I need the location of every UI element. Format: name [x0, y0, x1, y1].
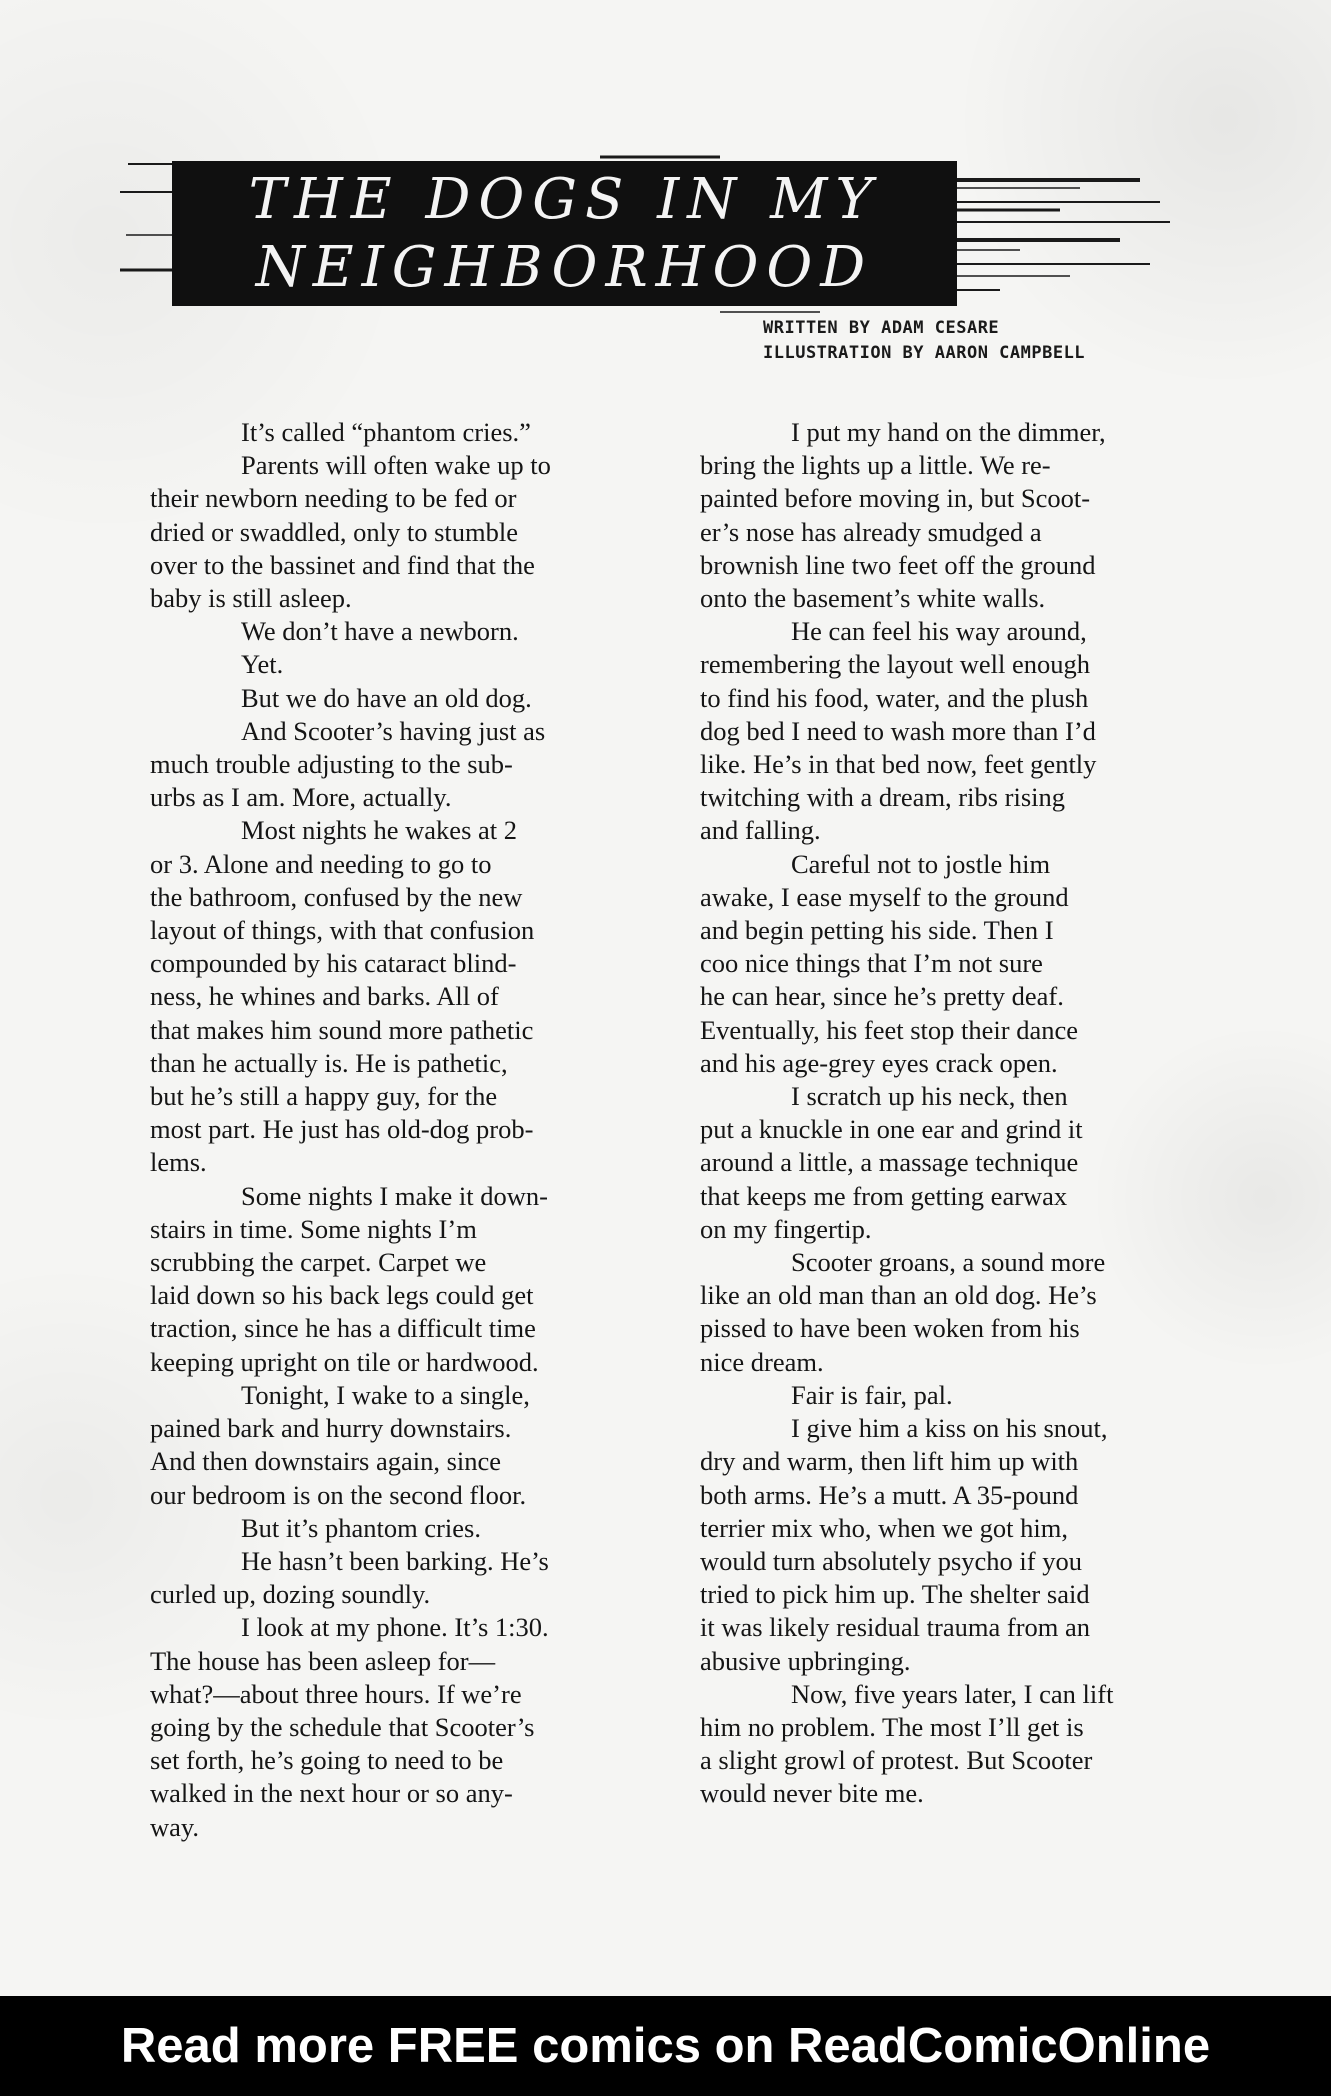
story-line: Tonight, I wake to a single,: [241, 1379, 530, 1410]
story-line: that keeps me from getting earwax: [700, 1180, 1068, 1211]
story-line: And then downstairs again, since: [150, 1446, 502, 1477]
story-line: going by the schedule that Scooter’s: [150, 1711, 535, 1742]
story-line: Scooter groans, a sound more: [791, 1247, 1106, 1278]
story-line: curled up, dozing soundly.: [150, 1579, 431, 1610]
story-line: brownish line two feet off the ground: [700, 549, 1096, 580]
story-line: and his age-grey eyes crack open.: [700, 1047, 1058, 1078]
story-line: lems.: [150, 1147, 207, 1178]
story-line: er’s nose has already smudged a: [700, 516, 1042, 547]
story-column-right: [700, 416, 1190, 1811]
story-title-line-1: THE DOGS IN MY: [248, 166, 881, 232]
story-line: both arms. He’s a mutt. A 35-pound: [700, 1479, 1079, 1510]
story-line: would turn absolutely psycho if you: [700, 1545, 1082, 1576]
story-line: traction, since he has a difficult time: [150, 1313, 536, 1344]
story-line: Yet.: [241, 649, 284, 680]
story-line: twitching with a dream, ribs rising: [700, 782, 1066, 813]
story-line: much trouble adjusting to the sub-: [150, 749, 513, 780]
story-line: Parents will often wake up to: [241, 450, 551, 481]
story-line: coo nice things that I’m not sure: [700, 948, 1043, 979]
credits: [763, 316, 1163, 366]
story-line: keeping upright on tile or hardwood.: [150, 1346, 539, 1377]
story-line: baby is still asleep.: [150, 583, 352, 614]
story-line: The house has been asleep for—: [150, 1645, 496, 1676]
story-line: the bathroom, confused by the new: [150, 881, 523, 912]
story-line: Most nights he wakes at 2: [241, 815, 518, 846]
story-title: [172, 161, 957, 306]
story-line: pissed to have been woken from his: [700, 1313, 1080, 1344]
story-line: most part. He just has old-dog prob-: [150, 1114, 534, 1145]
story-line: and falling.: [700, 815, 821, 846]
story-line: a slight growl of protest. But Scooter: [700, 1745, 1093, 1776]
story-line: We don’t have a newborn.: [241, 616, 519, 647]
story-line: I put my hand on the dimmer,: [791, 417, 1106, 447]
title-block: [120, 140, 1170, 330]
story-line: dog bed I need to wash more than I’d: [700, 715, 1096, 746]
story-line: I give him a kiss on his snout,: [791, 1413, 1108, 1444]
story-line: to find his food, water, and the plush: [700, 682, 1089, 713]
story-line: Some nights I make it down-: [241, 1180, 548, 1211]
story-line: like an old man than an old dog. He’s: [700, 1280, 1097, 1311]
story-column-left: [150, 416, 630, 1844]
story-line: He can feel his way around,: [791, 616, 1087, 647]
illustrator-credit: ILLUSTRATION BY AARON CAMPBELL: [763, 343, 1086, 363]
story-line: their newborn needing to be fed or: [150, 483, 517, 514]
story-line: dried or swaddled, only to stumble: [150, 516, 518, 547]
writer-credit: WRITTEN BY ADAM CESARE: [763, 318, 1000, 338]
story-line: It’s called “phantom cries.”: [241, 417, 531, 447]
story-line: walked in the next hour or so any-: [150, 1778, 513, 1809]
story-line: tried to pick him up. The shelter said: [700, 1579, 1090, 1610]
story-line: put a knuckle in one ear and grind it: [700, 1114, 1083, 1145]
story-line: set forth, he’s going to need to be: [150, 1745, 504, 1776]
story-line: what?—about three hours. If we’re: [150, 1678, 522, 1709]
story-line: but he’s still a happy guy, for the: [150, 1081, 498, 1112]
story-line: on my fingertip.: [700, 1213, 872, 1244]
story-line: around a little, a massage technique: [700, 1147, 1079, 1178]
story-line: he can hear, since he’s pretty deaf.: [700, 981, 1064, 1012]
story-line: I scratch up his neck, then: [791, 1081, 1068, 1112]
story-line: laid down so his back legs could get: [150, 1280, 534, 1311]
story-line: terrier mix who, when we got him,: [700, 1512, 1068, 1543]
story-line: pained bark and hurry downstairs.: [150, 1413, 512, 1444]
story-line: like. He’s in that bed now, feet gently: [700, 749, 1097, 780]
story-line: I look at my phone. It’s 1:30.: [241, 1612, 549, 1643]
story-line: stairs in time. Some nights I’m: [150, 1213, 477, 1244]
story-line: But we do have an old dog.: [241, 682, 532, 713]
story-line: ness, he whines and barks. All of: [150, 981, 499, 1012]
story-line: it was likely residual trauma from an: [700, 1612, 1091, 1643]
story-line: our bedroom is on the second floor.: [150, 1479, 527, 1510]
story-line: Now, five years later, I can lift: [791, 1678, 1114, 1709]
story-line: him no problem. The most I’ll get is: [700, 1711, 1084, 1742]
story-line: nice dream.: [700, 1346, 824, 1377]
story-line: abusive upbringing.: [700, 1645, 911, 1676]
story-line: that makes him sound more pathetic: [150, 1014, 534, 1045]
story-line: And Scooter’s having just as: [241, 715, 546, 746]
story-line: compounded by his cataract blind-: [150, 948, 517, 979]
story-line: Eventually, his feet stop their dance: [700, 1014, 1078, 1045]
story-line: He hasn’t been barking. He’s: [241, 1545, 549, 1576]
story-line: urbs as I am. More, actually.: [150, 782, 452, 813]
story-line: painted before moving in, but Scoot-: [700, 483, 1091, 514]
story-line: onto the basement’s white walls.: [700, 583, 1046, 614]
story-line: would never bite me.: [700, 1778, 924, 1809]
story-line: scrubbing the carpet. Carpet we: [150, 1247, 487, 1278]
story-line: Careful not to jostle him: [791, 848, 1051, 879]
story-line: awake, I ease myself to the ground: [700, 881, 1069, 912]
promo-banner: Read more FREE comics on ReadComicOnline: [0, 1996, 1331, 2096]
story-line: or 3. Alone and needing to go to: [150, 848, 492, 879]
story-line: bring the lights up a little. We re-: [700, 450, 1051, 481]
story-line: But it’s phantom cries.: [241, 1512, 481, 1543]
story-line: over to the bassinet and find that the: [150, 549, 535, 580]
story-title-line-2: NEIGHBORHOOD: [255, 234, 874, 300]
story-line: remembering the layout well enough: [700, 649, 1091, 680]
story-line: and begin petting his side. Then I: [700, 915, 1054, 946]
story-line: way.: [150, 1811, 200, 1842]
story-line: layout of things, with that confusion: [150, 915, 535, 946]
story-line: than he actually is. He is pathetic,: [150, 1047, 508, 1078]
story-line: dry and warm, then lift him up with: [700, 1446, 1079, 1477]
story-line: Fair is fair, pal.: [791, 1379, 953, 1410]
